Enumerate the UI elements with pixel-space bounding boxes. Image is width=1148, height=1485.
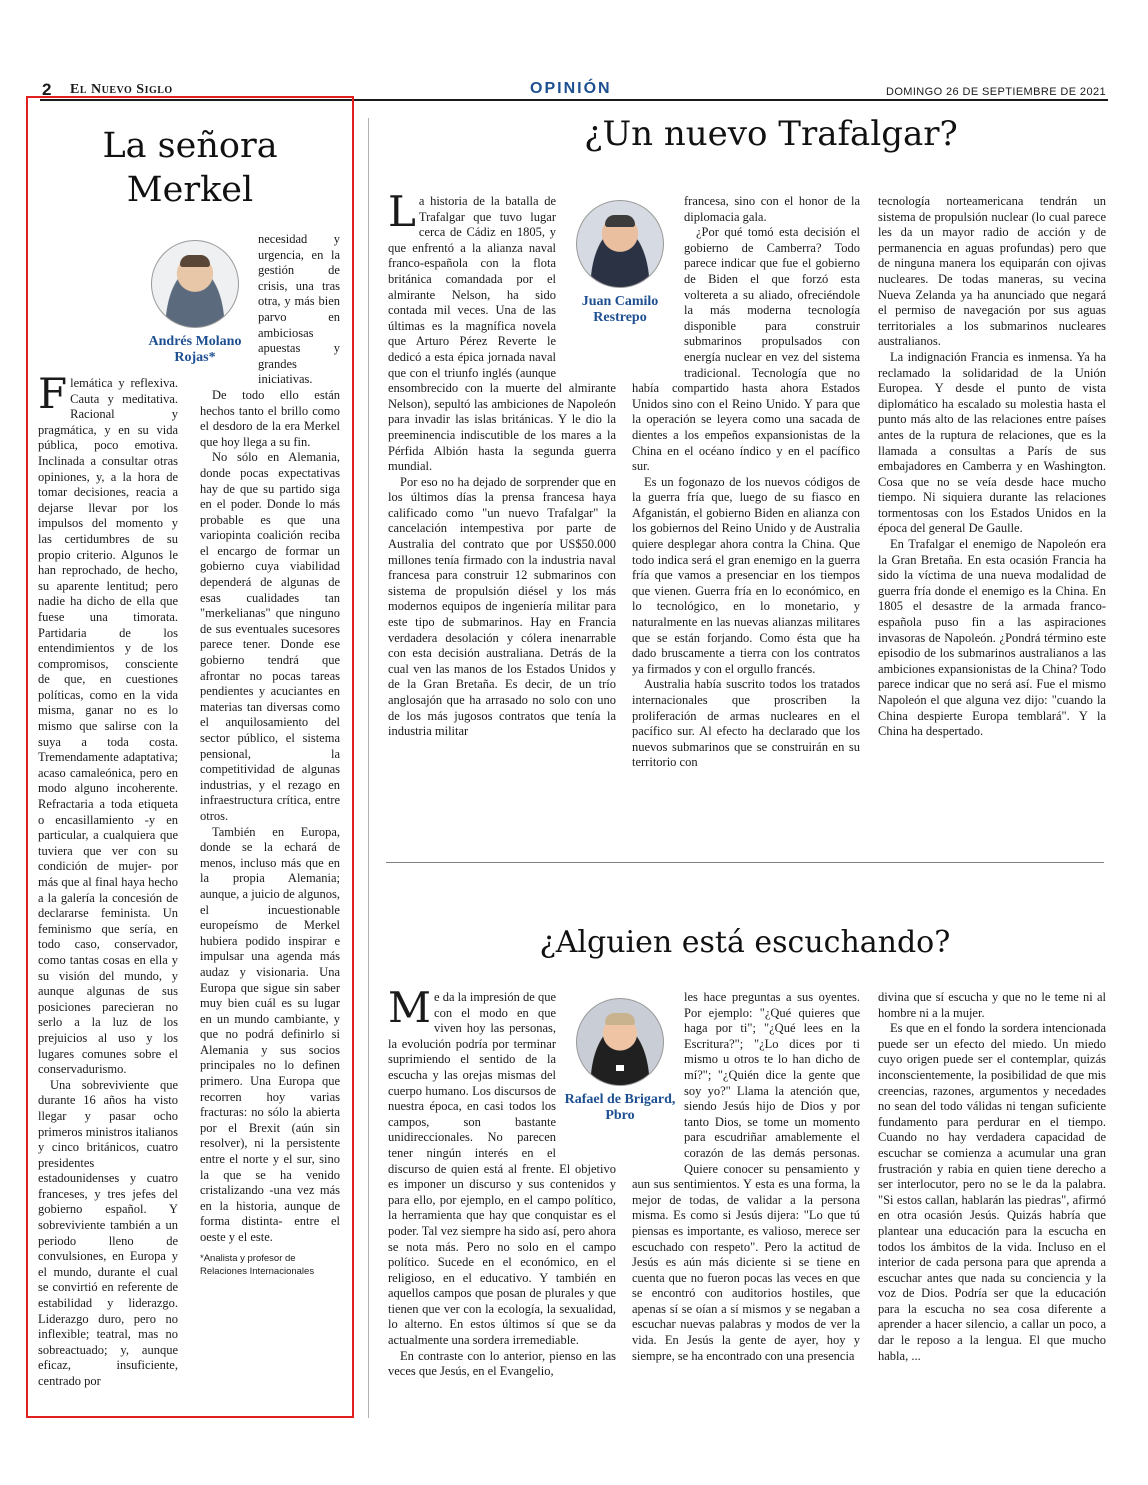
- alguien-paragraph: divina que sí escucha y que no le teme ni al hombre ni a la mujer.: [878, 990, 1106, 1020]
- merkel-author-spacer: [194, 232, 254, 370]
- merkel-paragraph: No sólo en Alemania, donde pocas expectativas hay de que su partido siga en el poder. Donde lo más probable es que una variopinta coalición reciba el encargo de formar un gobierno cuya viabilidad dependerá de algunas de esas cualidades tan "merkelianas" que ninguno de sus eventuales sucesores parece tener. Donde ese gobierno tendrá que afrontar no pocas tareas pendientes y acuciantes en materias tan diversas como el anquilosamiento del sector público, el sistema pensional, la competitividad de algunas industrias, y el rezago en infraestructura crítica, entre otros.: [200, 450, 340, 823]
- alguien-paragraph: e da la impresión de que con el modo en que viven hoy las personas, la evolución podría por terminar suprimiendo el sentido de la escucha y las orejas mismas del cuerpo humano. Los discursos de nuestra época, en casi todos los campos, son bastante unidireccionales. No parecen tener ningún interés en el discurso de quien está al frente. El objetivo es imponer un discurso y sus contenidos y para ello, por ejemplo, en el campo político, la herramienta que hay que conquistar es el poder. Tal vez siempre ha sido así, pero ahora se nota más. Pero no solo en el campo político. Sucede en el económico, en el religioso, en el educativo. Y también en aquellos campos que posan de plurales y que tienen que ver con la ecología, la sexualidad, lo alterno. En estos últimos sí que se da actualmente una sordera irremediable.: [388, 990, 616, 1348]
- trafalgar-column-2: [632, 194, 860, 771]
- trafalgar-drop-cap: L: [388, 187, 416, 236]
- trafalgar-paragraph: En Trafalgar el enemigo de Napoleón era la Gran Bretaña. En esta ocasión Francia ha sido la víctima de una nueva modalidad de guerra fría donde el enemigo es la China. En 1805 el desastre de la armada franco-española puso fin a las aspiraciones invasoras de Napoleón. ¿Pondrá término este episodio de los submarinos australianos a las ambiciones expansionistas de la China? Todo parece indicar que no será así. Fue el mismo Napoleón el que alguna vez dijo: "cuando la China despierte Europa temblará". Y la China ha despertado.: [878, 537, 1106, 739]
- merkel-column-1: [38, 232, 178, 1390]
- merkel-paragraph: lemática y reflexiva. Cauta y meditativa. Racional y pragmática, y en su vida pública, poco emotiva. Inclinada a consultar otras opiniones, y, a la hora de tomar decisiones, reacia a dejarse llevar por los impulsos del momento y las certidumbres de su propio criterio. Algunos le han reprochado, de hecho, su aparente lentitud; pero nadie ha dicho de ella que fuese una timorata. Partidaria de los entendimientos y de los compromisos, consciente de que, en cuestiones políticas, como en la vida misma, ganar no es lo mismo que salirse con la suya a toda costa. Tremendamente adaptativa; acaso camaleónica, pero en modo alguno incoherente. Refractaria a toda etiqueta o encasillamiento -y en particular, a cualquiera que tuviera que ver con su condición de mujer- por más que al final haya hecho a la galería la concesión de declararse feminista. Un feminismo que sería, en todo caso, conservador, como tantas cosas en ella y su visión del mundo, y aunque algunas de sus posiciones parecieran no serlo a la luz de los prejuicios al uso y los lugares comunes sobre el conservadurismo.: [38, 376, 178, 1077]
- article-divider: [386, 862, 1104, 863]
- issue-date: DOMINGO 26 DE SEPTIEMBRE DE 2021: [885, 86, 1106, 98]
- alguien-paragraph: les hace preguntas a sus oyentes. Por ejemplo: "¿Qué quieres que haga por ti"; "¿Qué lees en la Escritura?"; "¿Lo dices por ti mismo u otros te lo han dicho de mí?"; "¿Quién dice la gente que soy yo?" Llama la atención que, siendo Jesús hijo de Dios y por tanto Dios, se tome un momento para escudriñar amablemente el corazón de las demás personas. Quiere conocer su pensamiento y aun sus sentimientos. Y esta es una forma, la mejor de todas, de validar a la persona misma. Es como si Jesús dijera: "Lo que tú piensas es importante, es valioso, merece ser escuchado con respeto". Pero la actitud de Jesús es aún más diciente si se tiene en cuenta que no fueron pocas las veces en que se encontró con auditorios hostiles, que apenas sí se oían a sí mismos y se negaban a escuchar nuevas palabras y modos de ver la vida. En Jesús la gente de ayer, hoy y siempre, se ha encontrado con una presencia: [632, 990, 860, 1363]
- trafalgar-headline: ¿Un nuevo Trafalgar?: [584, 114, 958, 154]
- column-divider: [368, 118, 369, 1418]
- alguien-headline: ¿Alguien está escuchando?: [539, 925, 951, 960]
- author-name: Andrés Molano Rojas*: [148, 334, 242, 365]
- trafalgar-paragraph: La indignación Francia es inmensa. Ya ha reclamado la solidaridad de la Unión Europea. Y desde el punto de vista diplomático ha escalado su molestia hasta el punto más alto de las relaciones entre países antes de la ruptura de relaciones, que es la llamada a consultas a París de sus embajadores en Camberra y en Washington. Cosa que no se veía desde hace mucho tiempo. Ni siquiera durante las relaciones tormentosas con los Estados Unidos en la época del general De Gaulle.: [878, 349, 1106, 536]
- trafalgar-paragraph: Es un fogonazo de los nuevos códigos de la guerra fría que, luego de su fiasco en Afganistán, el gobierno Biden en alianza con los gobiernos del Reino Unido y de Australia quiere desplegar ahora contra la China. Que todo indica será el gran enemigo en la guerra fría que vamos a presenciar en los tiempos que vienen. Guerra fría en lo económico, en lo tecnológico, en lo monetario, y naturalmente en las nuevas alianzas militares que se están forjando. Como ésta que ha dado bruscamente a tierra con los contratos ya firmados y con el orgullo francés.: [632, 474, 860, 676]
- trafalgar-author-spacer: [626, 194, 680, 370]
- alguien-author-spacer: [626, 990, 680, 1166]
- trafalgar-paragraph: Por eso no ha dejado de sorprender que en los últimos días la prensa francesa haya calificado como "un nuevo Trafalgar" la cancelación intempestiva por parte de Australia del contrato que por US$50.000 millones tenía firmado con la industria naval francesa para construir 12 submarinos con sistema de propulsión diésel y los más modernos equipos de ingeniería militar para este tipo de submarinos. Hay en Francia verdadera desolación y cólera inenarrable con esta decisión australiana. Detrás de la cual ven las manos de los Estados Unidos y de la Gran Bretaña. Es decir, de un trío anglosajón que ha arrasado no solo con uno de los más jugosos contratos que tenía la industria militar: [388, 474, 616, 739]
- author-footnote: *Analista y profesor de Relaciones Internacionales: [200, 1252, 315, 1277]
- newspaper-name: El Nuevo Siglo: [70, 82, 173, 97]
- alguien-column-2: [632, 990, 860, 1364]
- merkel-drop-cap: F: [38, 369, 68, 418]
- alguien-paragraph: Es que en el fondo la sordera intencionada puede ser un efecto del miedo. Un miedo cuyo origen puede ser el contemplar, quizás inconscientemente, la posibilidad de que mis creencias, razones, argumentos y necedades no sean del todo válidas ni tengan suficiente fundamento para perdurar en el tiempo. Cuando no hay verdadera capacidad de escuchar se comienza a acumular una gran frustración y rabia en quien tiene derecho a ser interlocutor, pero no se le da la palabra. "Si estos callan, hablarán las piedras", afirmó en otra ocasión Jesús. Quizás habría que plantear una educación para la escucha en todos los ámbitos de la vida. Incluso en el interior de cada persona para que aprenda a escuchar antes que nada su conciencia y la voz de Dios. Podría ser que la educación para la escucha no sea cosa diferente a aprender a hacer silencio, a callar un poco, a dar le reposo a la lengua. El que mucho habla, ...: [878, 1021, 1106, 1363]
- alguien-paragraph: En contraste con lo anterior, pienso en las veces que Jesús, en el Evangelio,: [388, 1348, 616, 1379]
- alguien-column-3: [878, 990, 1106, 1364]
- merkel-column-2: [200, 232, 340, 1278]
- author-name: Rafael de Brigard, Pbro: [564, 1092, 676, 1123]
- merkel-paragraph: También en Europa, donde se la echará de menos, incluso más que en la propia Alemania; aunque, a juicio de algunos, el incuestionable europeísmo de Merkel hubiera podido inspirar e impulsar una agenda más audaz y visionaria. Una Europa que sigue sin saber muy bien cuál es su lugar en un mundo cambiante, y que no podrá definirlo si Alemania y sus socios principales no lo definen primero. Una Europa que recorren hoy varias fracturas: no sólo la abierta por el Brexit (aún sin resolver), ni la persistente entre el norte y el sur, sino la que se ha venido cristalizando -una vez más en la historia, aunque de forma distinta- entre el oeste y el este.: [200, 824, 340, 1244]
- merkel-paragraph: De todo ello están hechos tanto el brillo como el desdoro de la era Merkel que hoy llega a su fin.: [200, 387, 340, 449]
- trafalgar-paragraph: francesa, sino con el honor de la diplomacia gala.: [684, 194, 860, 224]
- author-name: Juan Camilo Restrepo: [581, 294, 659, 325]
- trafalgar-column-3: [878, 194, 1106, 740]
- merkel-paragraph: necesidad y urgencia, en la gestión de crisis, una tras otra, y más bien parvo en ambiciosas apuestas y grandes iniciativas.: [258, 232, 340, 387]
- trafalgar-paragraph: a historia de la batalla de Trafalgar que tuvo lugar cerca de Cádiz en 1805, y que enfrentó a la alianza naval franco-española con la flota británica comandada por el almirante Nelson, ha sido contada mil veces. Una de las últimas es la magnífica novela que Arturo Pérez Reverte le dedicó a esta épica jornada naval que con el triunfo inglés (aunque ensombrecido con la muerte del almirante Nelson), sepultó las ambiciones de Napoleón para invadir las islas británicas. Y le dio la preeminencia indiscutible de los mares a la Pérfida Albión hasta la segunda guerra mundial.: [388, 194, 616, 474]
- trafalgar-paragraph: ¿Por qué tomó esta decisión el gobierno de Camberra? Todo parece indicar que fue el gobierno de Biden el que forzó esta voltereta a su aliado, ofreciéndole la más moderna tecnología disponible para construir submarinos propulsados con energía nuclear en vez del sistema tradicional. Tecnología que no había compartido hasta ahora Estados Unidos sino con el Reino Unido. Y para que la operación se leyera como una sacada de dientes a los empeños expansionistas de la China en el océano índico y en el pacífico sur.: [632, 225, 860, 474]
- trafalgar-paragraph: Australia había suscrito todos los tratados internacionales que proscriben la proliferación de armas nucleares en el pacífico sur. Al efecto ha declarado que los nuevos submarinos que se construirán en su territorio con: [632, 677, 860, 770]
- merkel-paragraph: Una sobreviviente que durante 16 años ha visto llegar y pasar ocho primeros ministros italianos y cinco británicos, cuatro presidentes estadounidenses y cuatro franceses, y tres jefes del gobierno español. Y sobreviviente también a un periodo lleno de convulsiones, en Europa y el mundo, durante el cual se convirtió en referente de estabilidad y liderazgo. Liderazgo duro, pero no inflexible; teatral, mas no sobreactuado; y, aunque eficaz, insuficiente, centrado por: [38, 1077, 178, 1388]
- page-number: 2: [42, 80, 52, 99]
- section-title: OPINIÓN: [530, 80, 612, 97]
- merkel-headline: La señora Merkel: [102, 126, 278, 210]
- alguien-drop-cap: M: [388, 983, 432, 1032]
- trafalgar-paragraph: tecnología norteamericana tendrán un sistema de propulsión nuclear (lo cual parece les da un mayor radio de acción y de permanencia en aguas profundas) pero que de ninguna manera los equiparán con ojivas nucleares. De todas maneras, su vecina Nueva Zelanda ya ha anunciado que negará el permiso de navegación por sus aguas territoriales a los submarinos nucleares australianos.: [878, 194, 1106, 349]
